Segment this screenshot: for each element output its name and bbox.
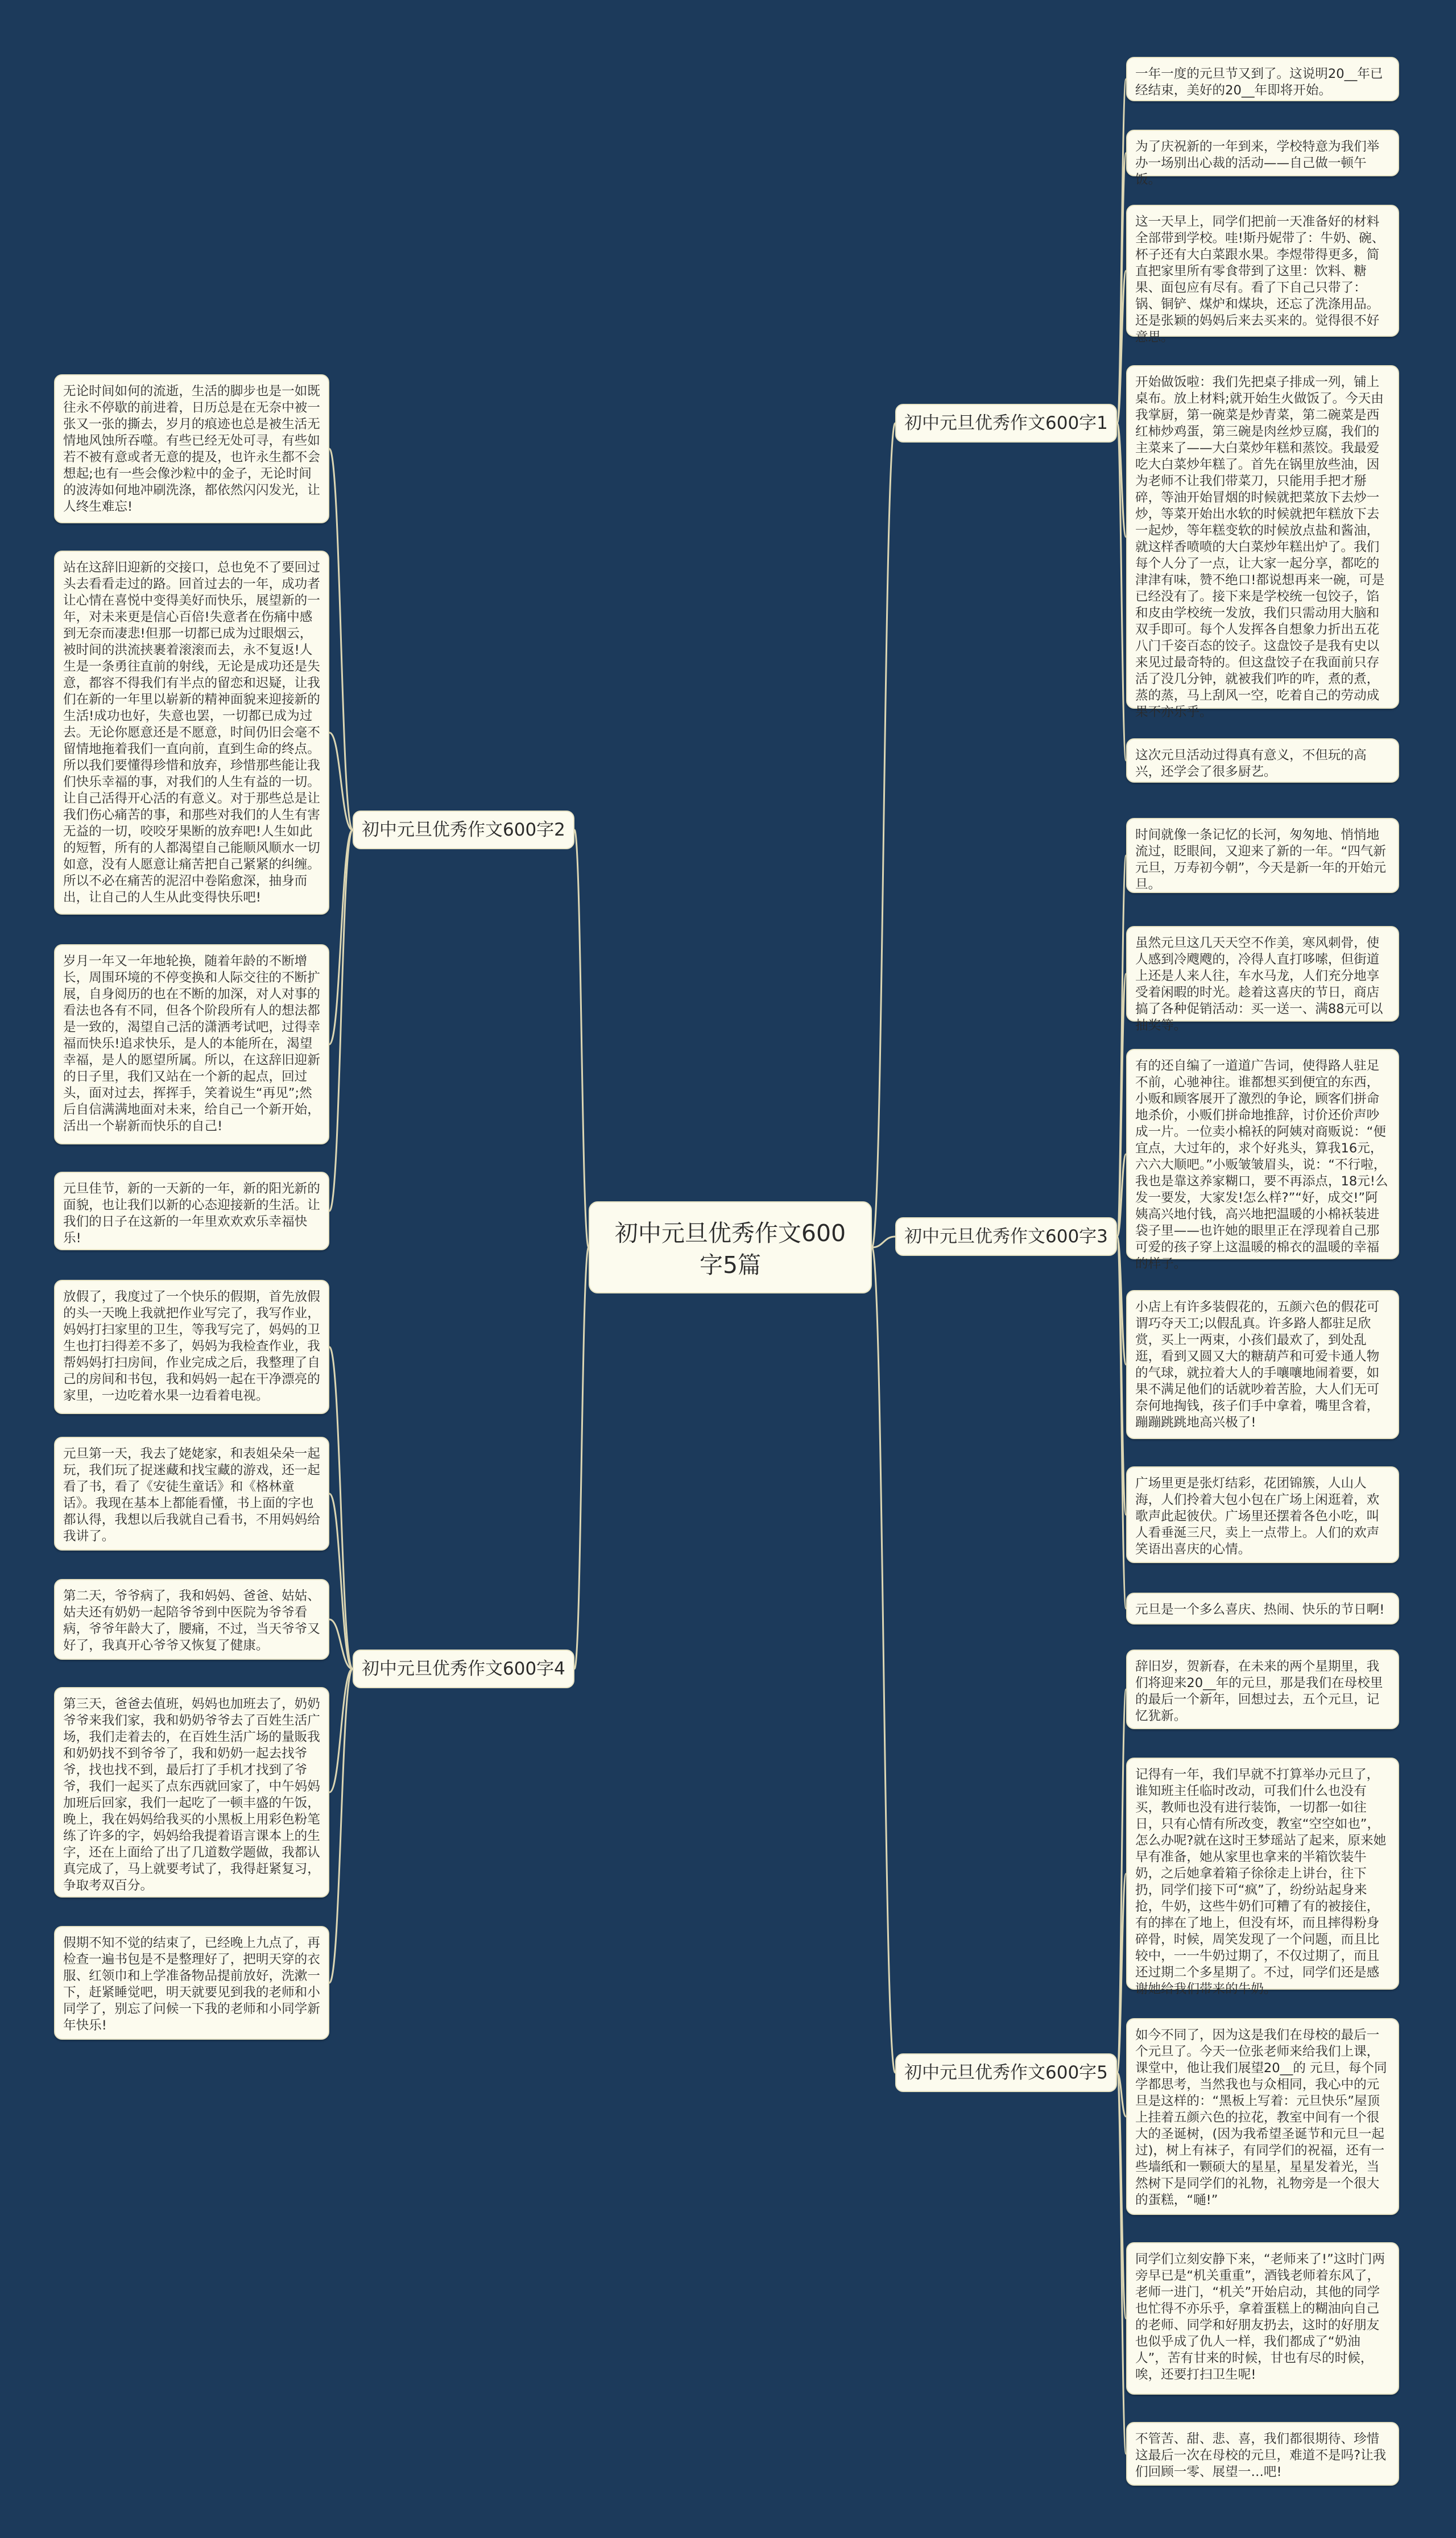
- branch-essay-2[interactable]: [353, 811, 574, 849]
- leaf-note: 辞旧岁，贺新春，在未来的两个星期里，我们将迎来20__年的元旦，那是我们在母校里的最后一个新年，回想过去，五个元旦，记忆犹新。: [1126, 1650, 1399, 1729]
- branch-leaf-connector: [329, 1669, 353, 1983]
- root-branch-connector: [574, 1247, 589, 1669]
- branch-label: 初中元旦优秀作文600字5: [904, 2062, 1108, 2083]
- branch-essay-1[interactable]: [895, 404, 1117, 443]
- branch-label: 初中元旦优秀作文600字3: [904, 1226, 1108, 1247]
- leaf-note: 开始做饭啦：我们先把桌子排成一列，铺上桌布。放上材料;就开始生火做饭了。今天由我掌厨，第一碗菜是炒青菜，第二碗菜是西红柿炒鸡蛋，第三碗是肉丝炒豆腐，我们的主菜来了——大白菜炒年糕和蒸饺。我最爱吃大白菜炒年糕了。首先在锅里放些油，因为老师不让我们带菜刀，只能用手把才掰碎，等油开始冒烟的时候就把菜放下去炒一炒，等菜开始出水软的时候就把年糕放下去一起炒，等年糕变软的时候放点盐和酱油，就这样香喷喷的大白菜炒年糕出炉了。我们每个人分了一点，让大家一起分享，都吃的津津有味，赞不绝口!都说想再来一碗，可是已经没有了。接下来是学校统一包饺子，馅和皮由学校统一发放，我们只需动用大脑和双手即可。每个人发挥各自想象力折出五花八门千姿百态的饺子。这盘饺子是我有史以来见过最奇特的。但这盘饺子在我面前只存活了没几分钟，就被我们咋的咋，煮的煮，蒸的蒸，马上刮风一空，吃着自己的劳动成果不亦乐乎。: [1126, 365, 1399, 709]
- branch-leaf-connector: [329, 830, 353, 1211]
- leaf-note: 这次元旦活动过得真有意义，不但玩的高兴，还学会了很多厨艺。: [1126, 738, 1399, 783]
- leaf-note: 岁月一年又一年地轮换，随着年龄的不断增长，周围环境的不停变换和人际交往的不断扩展，自身阅历的也在不断的加深，对人对事的看法也各有不同，但各个阶段所有人的想法都是一致的，渴望自己活的潇洒考试吧，过得幸福而快乐!追求快乐，是人的本能所在，渴望幸福，是人的愿望所属。所以，在这辞旧迎新的日子里，我们又站在一个新的起点，回过头，面对过去，挥挥手，笑着说生“再见”;然后自信满满地面对未来，给自己一个新开始，活出一个崭新而快乐的自己!: [54, 944, 329, 1144]
- branch-label: 初中元旦优秀作文600字1: [904, 413, 1108, 433]
- leaf-note: 如今不同了，因为这是我们在母校的最后一个元旦了。今天一位张老师来给我们上课，课堂中，他让我们展望20__的 元旦，每个同学都思考，当然我也与众相同，我心中的元旦是这样的：“黑板上写着：元旦快乐”屋顶上挂着五颜六色的拉花，教室中间有一个很大的圣诞树，(因为我希望圣诞节和元旦一起过)，树上有袜子，有同学们的祝福，还有一些墙纸和一颗硕大的星星，星星发着光，当然树下是同学们的礼物，礼物旁是一个很大的蛋糕，“嗵!”: [1126, 2018, 1399, 2215]
- root-topic[interactable]: [589, 1201, 872, 1293]
- leaf-note: 无论时间如何的流逝，生活的脚步也是一如既往永不停歇的前进着，日历总是在无奈中被一张又一张的撕去，岁月的痕迹也总是被生活无情地风蚀所吞噬。有些已经无处可寻，有些如若不被有意或者无意的提及，也许永生都不会想起;也有一些会像沙粒中的金子，无论时间的波涛如何地冲刷洗涤，都依然闪闪发光，让人终生难忘!: [54, 374, 329, 523]
- leaf-note: 同学们立刻安静下来，“老师来了!”这时门两旁早已是“机关重重”，酒钱老师着东风了，老师一进门，“机关”开始启动，其他的同学也忙得不亦乐乎，拿着蛋糕上的糊油向自己的老师、同学和好朋友扔去，这时的好朋友也似乎成了仇人一样，我们都成了“奶油人”，苦有甘来的时候，甘也有尽的时候，唉，还要打扫卫生呢!: [1126, 2242, 1399, 2395]
- leaf-note: 假期不知不觉的结束了，已经晚上九点了，再检查一遍书包是不是整理好了，把明天穿的衣服、红领巾和上学准备物品提前放好，洗漱一下，赶紧睡觉吧，明天就要见到我的老师和小同学了，别忘了问候一下我的老师和小同学新年快乐!: [54, 1926, 329, 2040]
- branch-leaf-connector: [1117, 2073, 1126, 2454]
- root-branch-connector: [872, 1247, 895, 2073]
- leaf-note: 有的还自编了一道道广告词，使得路人驻足不前，心驰神往。谁都想买到便宜的东西，小贩和顾客展开了激烈的争论，顾客们拼命地杀价，小贩们拼命地推辞，讨价还价声吵成一片。一位卖小棉袄的阿姨对商贩说：“便宜点，大过年的，求个好兆头，算我16元，六六大顺吧。”小贩皱皱眉头，说：“不行啦，我也是靠这养家糊口，要不再添点，18元!么发一要发，大家发!怎么样?”“好，成交!”阿姨高兴地付钱，高兴地把温暖的小棉袄装进袋子里——也许她的眼里正在浮现着自己那可爱的孩子穿上这温暖的棉衣的温暖的幸福的样子。: [1126, 1049, 1399, 1259]
- branch-leaf-connector: [329, 449, 353, 830]
- leaf-note: 广场里更是张灯结彩，花团锦簇，人山人海，人们拎着大包小包在广场上闲逛着，欢歌声此起彼伏。广场里还摆着各色小吃，叫人看垂涎三尺，卖上一点带上。人们的欢声笑语出喜庆的心情。: [1126, 1466, 1399, 1563]
- branch-essay-5[interactable]: [895, 2053, 1117, 2092]
- branch-essay-4[interactable]: [353, 1650, 574, 1688]
- leaf-note: 小店上有许多装假花的，五颜六色的假花可谓巧夺天工;以假乱真。许多路人都驻足欣赏，买上一两束，小孩们最欢了，到处乱逛，看到又圆又大的糖葫芦和可爱卡通人物的气球，就拉着大人的手嚷嚷地闹着要，如果不满足他们的话就吵着苦脸，大人们无可奈何地掏钱，孩子们手中拿着，嘴里含着，蹦蹦跳跳地高兴极了!: [1126, 1290, 1399, 1439]
- leaf-note: 虽然元旦这几天天空不作美，寒风刺骨，使人感到冷飕飕的，冷得人直打哆嗦，但街道上还是人来人往，车水马龙，人们充分地享受着闲暇的时光。趁着这喜庆的节日，商店搞了各种促销活动：买一送一、满88元可以抽奖等。: [1126, 926, 1399, 1022]
- root-branch-connector: [574, 830, 589, 1247]
- leaf-note: 为了庆祝新的一年到来，学校特意为我们举办一场别出心裁的活动——自己做一顿午饭。: [1126, 130, 1399, 176]
- leaf-note: 这一天早上，同学们把前一天准备好的材料全部带到学校。哇!斯丹妮带了：牛奶、碗、杯子还有大白菜跟水果。李煜带得更多，简直把家里所有零食带到了这里：饮料、糖果、面包应有尽有。看了下自己只带了：锅、铜铲、煤炉和煤块，还忘了洗涤用品。还是张颖的妈妈后来去买来的。觉得很不好意思。: [1126, 205, 1399, 337]
- branch-label: 初中元旦优秀作文600字2: [362, 820, 565, 840]
- leaf-note: 不管苦、甜、悲、喜，我们都很期待、珍惜这最后一次在母校的元旦，难道不是吗?让我们回顾一零、展望一…吧!: [1126, 2422, 1399, 2486]
- root-title: 初中元旦优秀作文600字5篇: [614, 1220, 846, 1279]
- branch-leaf-connector: [1117, 855, 1126, 1237]
- leaf-note: 元旦第一天，我去了姥姥家，和表姐朵朵一起玩，我们玩了捉迷藏和找宝藏的游戏，还一起看了书，看了《安徒生童话》和《格林童话》。我现在基本上都能看懂，书上面的字也都认得，我想以后我就自己看书，不用妈妈给我讲了。: [54, 1437, 329, 1551]
- leaf-note: 站在这辞旧迎新的交接口，总也免不了要回过头去看看走过的路。回首过去的一年，成功者让心情在喜悦中变得美好而快乐，展望新的一年，对未来更是信心百倍!失意者在伤痛中感到无奈而凄悲!但那一切都已成为过眼烟云，被时间的洪流挟裹着滚滚而去，永不复返!人生是一条勇往直前的射线，无论是成功还是失意，都容不得我们有半点的留恋和迟疑，让我们在新的一年里以崭新的精神面貌来迎接新的生活!成功也好，失意也罢，一切都已成为过去。无论你愿意还是不愿意，时间仍旧会毫不留情地拖着我们一直向前，直到生命的终点。所以我们要懂得珍惜和放弃，珍惜那些能让我们快乐幸福的事，对我们的人生有益的一切。让自己活得开心活的有意义。对于那些总是让我们伤心痛苦的事，和那些对我们的人生有害无益的一切，咬咬牙果断的放弃吧!人生如此的短暂，所有的人都渴望自己能顺风顺水一切如意，没有人愿意让痛苦把自己紧紧的纠缠。所以不必在痛苦的泥沼中卷陷愈深，抽身而出，让自己的人生从此变得快乐吧!: [54, 551, 329, 915]
- leaf-note: 一年一度的元旦节又到了。这说明20__年已经结束，美好的20__年即将开始。: [1126, 57, 1399, 101]
- leaf-note: 记得有一年，我们早就不打算举办元旦了，谁知班主任临时改动，可我们什么也没有买，教师也没有进行装饰，一切都一如往日，只有心情有所改变，教室“空空如也”，怎么办呢?就在这时王梦瑶站了起来，原来她早有准备，她从家里也拿来的半箱饮装牛奶，之后她拿着箱子徐徐走上讲台，往下扔，同学们接下可“疯”了，纷纷站起身来抢，牛奶，这些牛奶们可糟了有的被接住，有的摔在了地上，但没有坏，而且摔得粉身碎骨，时候，周笑发现了一个问题，而且比较中，一一牛奶过期了，不仅过期了，而且还过期二个多星期了。不过，同学们还是感谢她给我们带来的牛奶。: [1126, 1758, 1399, 1990]
- leaf-note: 时间就像一条记忆的长河，匆匆地、悄悄地流过，眨眼间，又迎来了新的一年。“四气新元旦，万寿初今朝”，今天是新一年的开始元旦。: [1126, 818, 1399, 893]
- leaf-note: 第二天，爷爷病了，我和妈妈、爸爸、姑姑、姑夫还有奶奶一起陪爷爷到中医院为爷爷看病，爷爷年龄大了，腰痛，不过，当天爷爷又好了，我真开心爷爷又恢复了健康。: [54, 1579, 329, 1660]
- leaf-note: 放假了，我度过了一个快乐的假期，首先放假的头一天晚上我就把作业写完了，我写作业，妈妈打扫家里的卫生，等我写完了，妈妈的卫生也打扫得差不多了，妈妈为我检查作业，我帮妈妈打扫房间，作业完成之后，我整理了自己的房间和书包，我和妈妈一起在干净漂亮的家里，一边吃着水果一边看着电视。: [54, 1280, 329, 1414]
- branch-label: 初中元旦优秀作文600字4: [362, 1659, 565, 1679]
- root-branch-connector: [872, 423, 895, 1247]
- leaf-note: 元旦是一个多么喜庆、热闹、快乐的节日啊!: [1126, 1593, 1399, 1625]
- root-branch-connector: [872, 1237, 895, 1247]
- leaf-note: 元旦佳节，新的一天新的一年，新的阳光新的面貌，也让我们以新的心态迎接新的生活。让我们的日子在这新的一年里欢欢欢乐幸福快乐!: [54, 1172, 329, 1250]
- branch-leaf-connector: [329, 1669, 353, 1792]
- branch-essay-3[interactable]: [895, 1217, 1117, 1256]
- leaf-note: 第三天，爸爸去值班，妈妈也加班去了，奶奶爷爷来我们家，我和奶奶爷爷去了百姓生活广场，我们走着去的，在百姓生活广场的量販我和奶奶找不到爷爷了，我和奶奶一起去找爷爷，找也找不到，最后打了手机才找到了爷爷，我们一起买了点东西就回家了，中午妈妈加班后回家，我们一起吃了一顿丰盛的午饭，晚上，我在妈妈给我买的小黑板上用彩色粉笔练了许多的字，妈妈给我提着语言课本上的生字，还在上面给了出了几道数学题做，我都认真完成了，马上就要考试了，我得赶紧复习，争取考双百分。: [54, 1687, 329, 1898]
